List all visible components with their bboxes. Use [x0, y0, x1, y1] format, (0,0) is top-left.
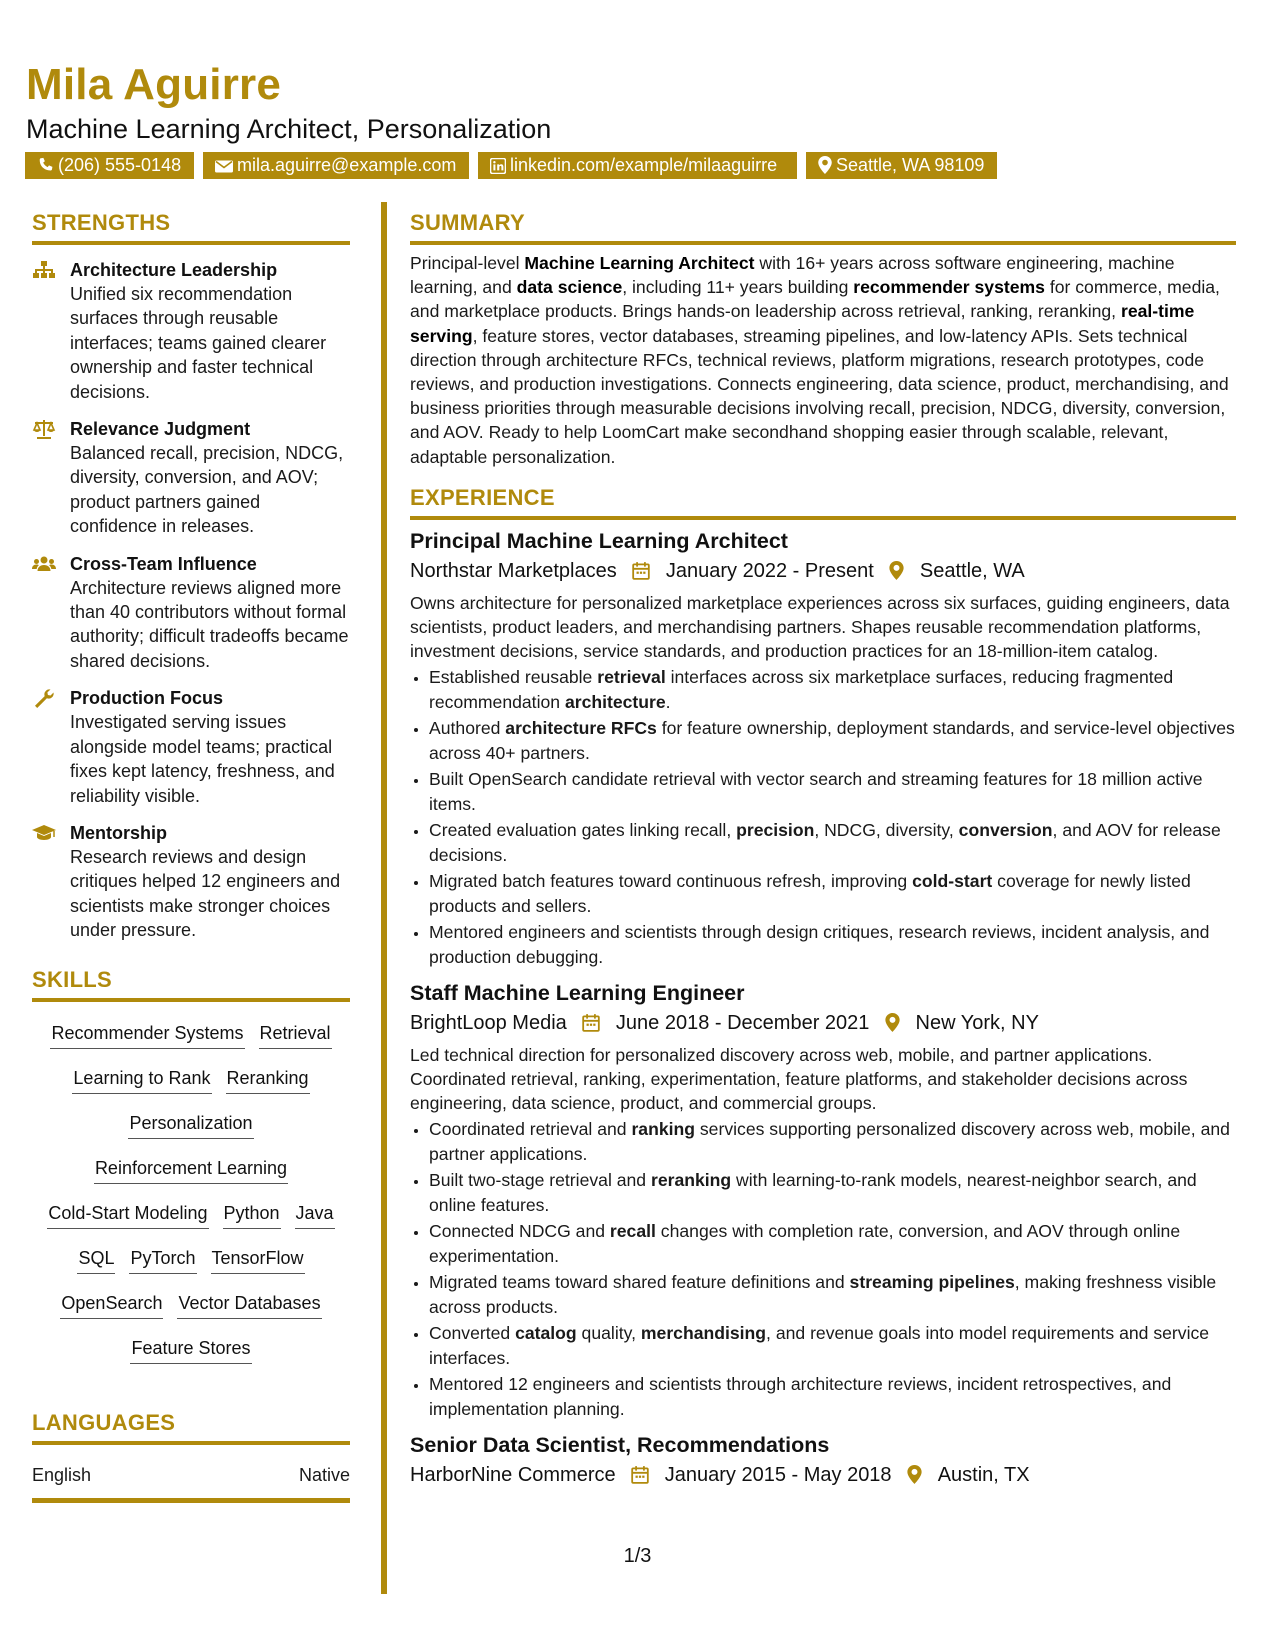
phone-icon [37, 157, 54, 174]
job-bullet: • Built OpenSearch candidate retrieval with vector search and streaming features for 18 million active items. [429, 767, 1236, 815]
skill-tag: Personalization [128, 1111, 253, 1139]
skill-tag: Feature Stores [130, 1336, 251, 1364]
contact-location-text: Seattle, WA 98109 [836, 155, 985, 175]
map-pin-icon [907, 1465, 922, 1484]
summary-text: Principal-level Machine Learning Architect with 16+ years across software engineering, machine learning, and data science, including 11+ years building recommender systems for commerce, media, and marketplace products. Brings hands-on leadership across retrieval, ranking, reranking, real-time serving, feature stores, vector databases, streaming pipelines, and low-latency APIs. Sets technical direction through architecture RFCs, technical reviews, platform migrations, research prototypes, code reviews, and production investigations. Connects engineering, data science, product, merchandising, and business priorities through measurable decisions involving recall, precision, NDCG, diversity, conversion, and AOV. Ready to help LoomCart make secondhand shopping easier through scalable, relevant, adaptable personalization. [410, 253, 1229, 467]
skill-tag: Reranking [226, 1066, 310, 1094]
strengths-rule [32, 241, 350, 245]
strength-item [32, 552, 350, 674]
summary-section [410, 210, 1236, 469]
languages-heading: LANGUAGES [32, 1409, 176, 1435]
contact-location [806, 152, 997, 179]
strengths-section [32, 210, 350, 943]
resume-header [26, 60, 1246, 146]
contact-phone[interactable] [25, 152, 194, 179]
job-title: Principal Machine Learning Architect [410, 528, 788, 553]
strength-item [32, 821, 350, 943]
job-location: Seattle, WA [919, 559, 1025, 582]
experience-rule [410, 516, 1236, 520]
job-company: BrightLoop Media [410, 1011, 567, 1034]
calendar-icon [632, 561, 650, 580]
job-bullet: • Mentored engineers and scientists through design critiques, research reviews, incident analysis, and production debugging. [429, 920, 1236, 968]
strengths-heading: STRENGTHS [32, 210, 171, 235]
skill-tag: SQL [77, 1246, 115, 1274]
contact-phone-text: (206) 555-0148 [58, 155, 182, 175]
contact-email[interactable] [203, 152, 469, 179]
envelope-icon [215, 159, 233, 174]
language-name: English [32, 1464, 92, 1485]
job-bullets [410, 1117, 1236, 1420]
sitemap-icon [32, 260, 56, 280]
summary-heading: SUMMARY [410, 210, 525, 235]
strength-item [32, 258, 350, 404]
wrench-icon [32, 688, 56, 708]
strength-item [32, 417, 350, 539]
skill-tag: Retrieval [259, 1021, 332, 1049]
job-entry [410, 979, 1236, 1421]
skill-tag: Python [223, 1201, 281, 1229]
graduation-cap-icon [32, 823, 56, 843]
strength-name: Mentorship [70, 822, 167, 843]
skill-tag: Learning to Rank [72, 1066, 211, 1094]
map-pin-icon [889, 561, 904, 580]
languages-rule [32, 1441, 350, 1445]
job-bullet: • Created evaluation gates linking recall, precision, NDCG, diversity, conversion, and AOV for release decisions. [429, 818, 1236, 866]
job-bullet: • Established reusable retrieval interfaces across six marketplace surfaces, reducing fragmented recommendation architecture. [429, 665, 1236, 713]
job-dates: June 2018 - December 2021 [615, 1011, 870, 1034]
skill-tag: Reinforcement Learning [94, 1156, 288, 1184]
right-column [410, 202, 1236, 1489]
skills-rule [32, 998, 350, 1002]
job-summary: Owns architecture for personalized marketplace experiences across six surfaces, guiding engineers, data scientists, product leaders, and merchandising partners. Shapes reusable recommendation platforms, investment decisions, service standards, and production practices for an 18-million-item catalog. [410, 592, 1230, 662]
experience-heading: EXPERIENCE [410, 484, 555, 510]
language-level-bar [32, 1498, 350, 1503]
skill-tag: PyTorch [129, 1246, 196, 1274]
strength-desc: Investigated serving issues alongside model teams; practical fixes kept latency, freshness, and reliability visible. [70, 712, 335, 806]
candidate-title: Machine Learning Architect, Personalization [26, 114, 552, 144]
calendar-icon [631, 1465, 649, 1484]
job-summary: Led technical direction for personalized discovery across web, mobile, and partner applications. Coordinated retrieval, ranking, experimentation, feature platforms, and stakeholder decisions across engineering, data science, product, and commercial groups. [410, 1044, 1188, 1114]
job-meta [410, 1009, 1236, 1037]
candidate-name: Mila Aguirre [26, 60, 282, 109]
languages-section [32, 1410, 350, 1503]
job-bullet: • Coordinated retrieval and ranking services supporting personalized discovery across web, mobile, and partner applications. [429, 1117, 1236, 1165]
users-icon [32, 554, 56, 574]
job-bullet: • Migrated teams toward shared feature definitions and streaming pipelines, making freshness visible across products. [429, 1270, 1236, 1318]
balance-scale-icon [32, 419, 56, 439]
job-entry [410, 527, 1236, 969]
map-pin-icon [818, 156, 832, 174]
job-location: New York, NY [915, 1011, 1039, 1034]
strength-desc: Balanced recall, precision, NDCG, diversity, conversion, and AOV; product partners gained confidence in releases. [70, 443, 344, 537]
job-bullet: • Connected NDCG and recall changes with completion rate, conversion, and AOV through online experimentation. [429, 1219, 1236, 1267]
job-title: Staff Machine Learning Engineer [410, 980, 745, 1005]
page-number: 1/3 [623, 1545, 652, 1567]
strength-desc: Architecture reviews aligned more than 40 contributors without formal authority; difficult tradeoffs became shared decisions. [70, 577, 349, 671]
contact-linkedin[interactable] [478, 152, 797, 179]
job-dates: January 2022 - Present [665, 559, 874, 582]
contact-linkedin-text: linkedin.com/example/milaaguirre [510, 155, 778, 175]
job-company: HarborNine Commerce [410, 1463, 616, 1486]
job-meta [410, 1461, 1236, 1489]
job-bullet: • Mentored 12 engineers and scientists through architecture reviews, incident retrospectives, and implementation planning. [429, 1372, 1236, 1420]
strength-name: Architecture Leadership [70, 260, 278, 280]
strength-name: Production Focus [70, 688, 223, 709]
experience-section [410, 485, 1236, 1489]
calendar-icon [582, 1013, 600, 1032]
job-meta [410, 557, 1236, 585]
column-divider [381, 202, 387, 1594]
skills-list [32, 1012, 350, 1372]
skills-section [32, 967, 350, 1372]
contact-email-text: mila.aguirre@example.com [237, 155, 457, 175]
skills-heading: SKILLS [32, 966, 113, 992]
job-bullet: • Migrated batch features toward continuous refresh, improving cold-start coverage for newly listed products and sellers. [429, 869, 1236, 917]
strength-name: Relevance Judgment [70, 419, 251, 440]
left-column [32, 202, 350, 1503]
skill-tag: TensorFlow [211, 1246, 305, 1274]
job-bullet: • Converted catalog quality, merchandising, and revenue goals into model requirements and service interfaces. [429, 1321, 1236, 1369]
language-row [32, 1463, 350, 1487]
strength-desc: Unified six recommendation surfaces through reusable interfaces; teams gained clearer ownership and faster technical decisions. [70, 284, 327, 402]
job-bullets [410, 665, 1236, 968]
strength-item [32, 686, 350, 808]
skill-tag: OpenSearch [60, 1291, 163, 1319]
job-dates: January 2015 - May 2018 [664, 1463, 892, 1486]
job-title: Senior Data Scientist, Recommendations [410, 1432, 830, 1457]
skill-tag: Cold-Start Modeling [47, 1201, 208, 1229]
job-bullet: • Authored architecture RFCs for feature ownership, deployment standards, and service-level objectives across 40+ partners. [429, 716, 1236, 764]
map-pin-icon [885, 1013, 900, 1032]
strength-desc: Research reviews and design critiques helped 12 engineers and scientists make stronger choices under pressure. [70, 846, 341, 941]
linkedin-icon [490, 158, 506, 174]
language-level: Native [298, 1464, 350, 1485]
job-company: Northstar Marketplaces [410, 559, 617, 582]
job-location: Austin, TX [937, 1463, 1030, 1486]
summary-rule [410, 241, 1236, 245]
strength-name: Cross-Team Influence [70, 553, 257, 574]
skill-tag: Vector Databases [177, 1291, 321, 1319]
skill-tag: Recommender Systems [50, 1021, 244, 1049]
skill-tag: Java [295, 1201, 335, 1229]
job-entry [410, 1431, 1236, 1489]
job-bullet: • Built two-stage retrieval and reranking with learning-to-rank models, nearest-neighbor search, and online features. [429, 1168, 1236, 1216]
